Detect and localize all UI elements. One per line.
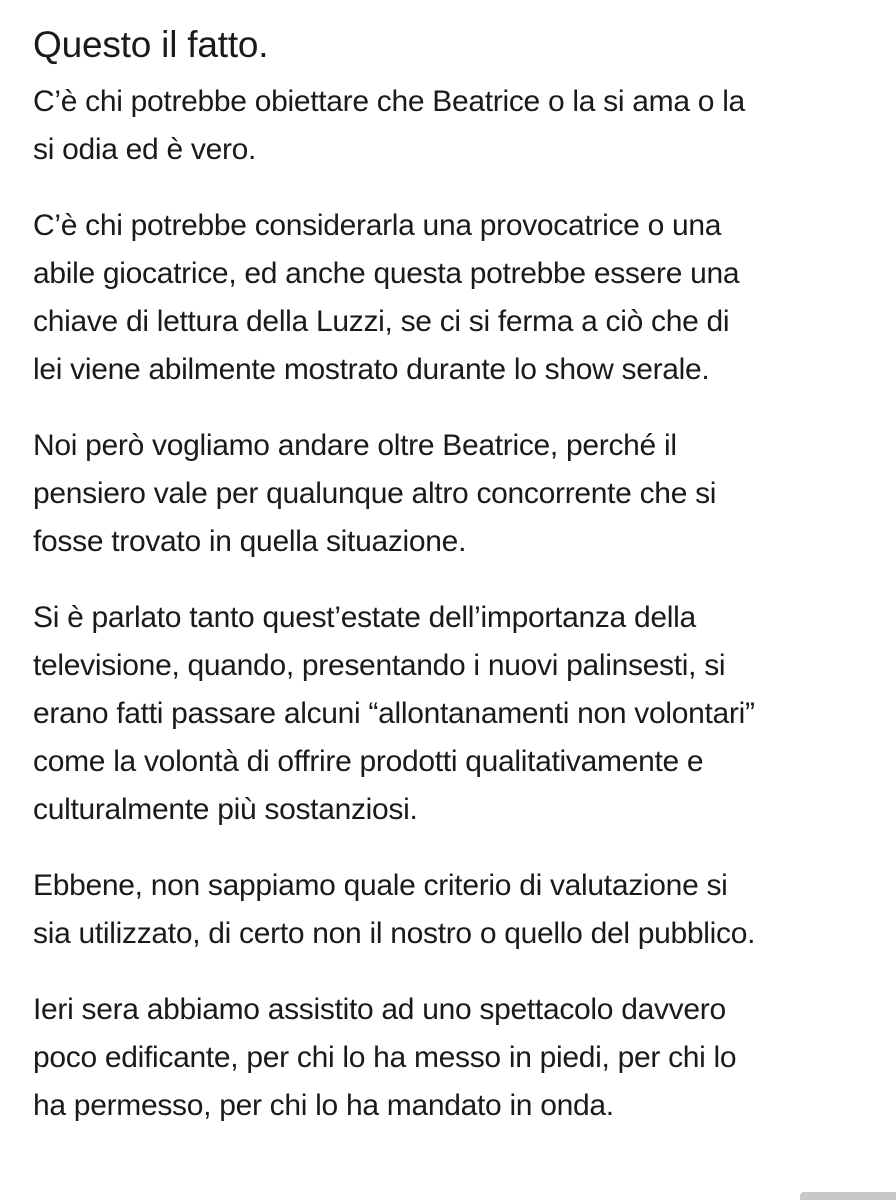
paragraph-line: abile giocatrice, ed anche questa potrebbe essere una (33, 257, 740, 290)
paragraph-line: poco edificante, per chi lo ha messo in piedi, per chi lo (33, 1041, 737, 1074)
paragraph-1 (33, 78, 883, 174)
paragraph-line: Noi però vogliamo andare oltre Beatrice, perché il (33, 429, 677, 462)
paragraph-3 (33, 422, 883, 566)
paragraph-4 (33, 594, 883, 834)
scroll-indicator[interactable] (800, 1192, 896, 1200)
paragraph-line: C’è chi potrebbe obiettare che Beatrice o la si ama o la (33, 85, 745, 118)
paragraph-line: lei viene abilmente mostrato durante lo show serale. (33, 353, 710, 386)
paragraph-line: sia utilizzato, di certo non il nostro o quello del pubblico. (33, 917, 756, 950)
paragraph-line: pensiero vale per qualunque altro concorrente che si (33, 477, 717, 510)
paragraph-5 (33, 862, 883, 958)
paragraph-line: fosse trovato in quella situazione. (33, 525, 467, 558)
paragraph-line: ha permesso, per chi lo ha mandato in onda. (33, 1089, 614, 1122)
paragraph-6 (33, 986, 883, 1130)
paragraph-line: televisione, quando, presentando i nuovi palinsesti, si (33, 649, 726, 682)
paragraph-line: erano fatti passare alcuni “allontanamenti non volontari” (33, 697, 755, 730)
paragraph-line: culturalmente più sostanziosi. (33, 793, 418, 826)
paragraph-line: Ebbene, non sappiamo quale criterio di valutazione si (33, 869, 728, 902)
paragraph-line: come la volontà di offrire prodotti qualitativamente e (33, 745, 704, 778)
paragraph-line: Ieri sera abbiamo assistito ad uno spettacolo davvero (33, 993, 726, 1026)
paragraph-line: si odia ed è vero. (33, 133, 257, 166)
article-body (33, 18, 883, 1158)
paragraph-line: C’è chi potrebbe considerarla una provocatrice o una (33, 209, 722, 242)
paragraph-line: Si è parlato tanto quest’estate dell’importanza della (33, 601, 696, 634)
paragraph-line: chiave di lettura della Luzzi, se ci si ferma a ciò che di (33, 305, 730, 338)
paragraph-2 (33, 202, 883, 394)
article-heading: Questo il fatto. (33, 24, 269, 65)
